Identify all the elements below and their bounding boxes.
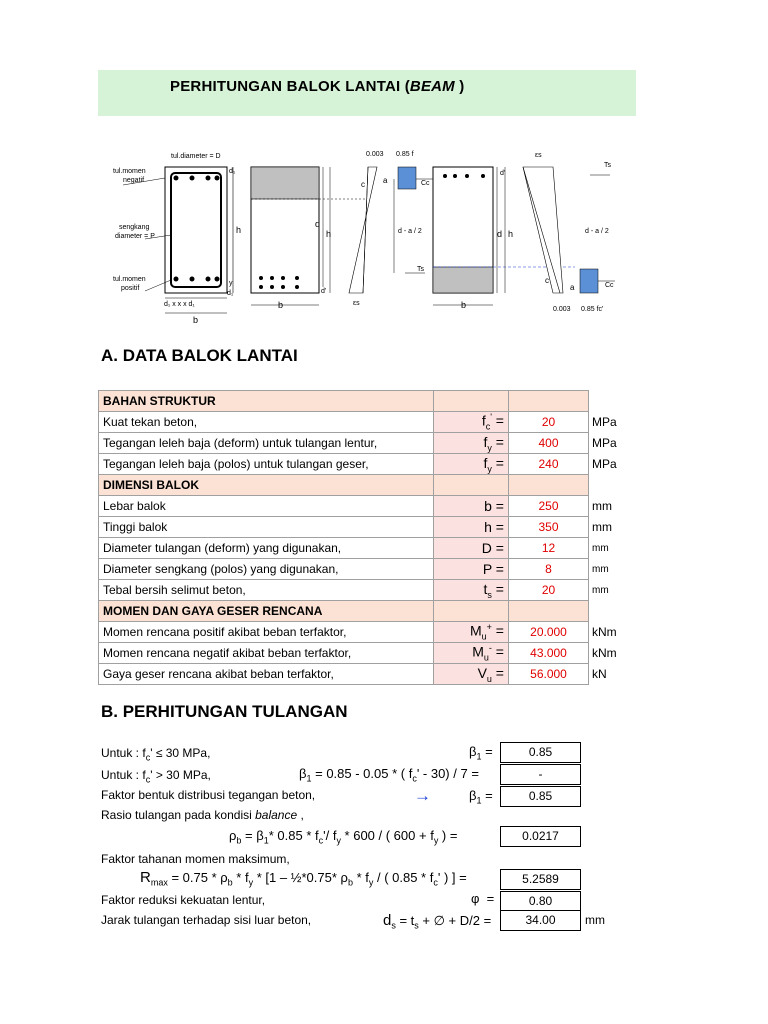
svg-text:0.003: 0.003 [366, 151, 384, 158]
row-value[interactable]: 20.000 [509, 622, 589, 643]
svg-text:εs: εs [353, 300, 360, 307]
row-symbol: P = [434, 559, 509, 580]
rho-formula: $\rho_b = \beta_1*$ $0.85 * f_c'/$ $f_y * 600$ / ( $600 + f_y$ ) = [229, 828, 458, 846]
beta1-label-1: $\beta_1$ = [469, 744, 493, 762]
row-value[interactable]: 240 [509, 454, 589, 475]
ds-formula: $d_s = t_s$ + ∅ + D/2 = [383, 912, 492, 931]
svg-text:Ts: Ts [417, 266, 424, 273]
svg-text:Ts: Ts [604, 162, 611, 169]
svg-text:d: d [315, 219, 321, 229]
row-value[interactable]: 56.000 [509, 664, 589, 685]
table-row [99, 433, 637, 454]
row-unit: mm [592, 499, 612, 513]
row-label: Lebar balok [99, 496, 434, 517]
label-tul-diameter: tul.diameter = D [171, 153, 221, 160]
row-unit: kNm [592, 646, 617, 660]
row-value[interactable]: 8 [509, 559, 589, 580]
svg-text:diameter = P: diameter = P [115, 233, 155, 240]
row-symbol: $f_y$ = [434, 433, 509, 454]
rmax-value: 5.2589 [500, 869, 581, 890]
condition-1: Untuk : $f_c' \le 30$ MPa, [101, 746, 211, 763]
group-title: MOMEN DAN GAYA GESER RENCANA [99, 601, 434, 622]
row-symbol: $t_s$ = [434, 580, 509, 601]
svg-text:b: b [461, 300, 467, 310]
condition-2: Untuk : $f_c' > 30$ MPa, [101, 768, 211, 785]
svg-text:0.85 f: 0.85 f [396, 151, 414, 158]
beam-cross-section [165, 167, 233, 313]
table-row [99, 538, 637, 559]
svg-text:d₁: d₁ [227, 290, 234, 297]
svg-text:b: b [193, 315, 199, 325]
row-label: Kuat tekan beton, [99, 412, 434, 433]
beta1-value-2: - [500, 764, 581, 785]
beta1-formula: $\beta_1 = 0.85 - 0.05$ * ( $f_c' - 30) / 7$ = [299, 766, 479, 784]
svg-text:d - a / 2: d - a / 2 [398, 228, 422, 235]
svg-text:0.003: 0.003 [553, 306, 571, 313]
table-group-header [99, 391, 637, 412]
label-faktor-tahanan: Faktor tahanan momen maksimum, [101, 852, 290, 866]
svg-text:d': d' [500, 170, 506, 177]
beam-data-table [98, 390, 637, 685]
row-symbol: $V_u$ = [434, 664, 509, 685]
svg-text:d': d' [321, 288, 327, 295]
svg-text:d₁: d₁ [229, 168, 236, 175]
row-symbol: D = [434, 538, 509, 559]
svg-text:c: c [545, 276, 549, 285]
row-unit: mm [592, 520, 612, 534]
label-rasio-balance: Rasio tulangan pada kondisi balance , [101, 808, 304, 822]
label-jarak: Jarak tulangan terhadap sisi luar beton, [101, 913, 312, 927]
table-row [99, 412, 637, 433]
page-title: PERHITUNGAN BALOK LANTAI (BEAM ) [170, 78, 465, 95]
row-label: Tinggi balok [99, 517, 434, 538]
svg-text:h: h [236, 225, 242, 235]
beta1-label-3: $\beta_1$ = [469, 788, 493, 806]
label-faktor-reduksi: Faktor reduksi kekuatan lentur, [101, 893, 266, 907]
svg-text:d: d [497, 229, 503, 239]
rmax-formula: $R_{max} = 0.75 * \rho_b * f_y * [1$ – ½*0.75* $\rho_b * f_y$ / ( $0.85 * f_c'$ ) ] = [140, 869, 467, 888]
arrow-icon: → [414, 786, 431, 805]
svg-text:tul.momen: tul.momen [113, 168, 146, 175]
table-row [99, 559, 637, 580]
row-unit: MPa [592, 436, 617, 450]
table-row [99, 643, 637, 664]
beam-compression-section [251, 167, 365, 305]
beta1-value-3: 0.85 [500, 786, 581, 807]
svg-text:a: a [570, 283, 575, 292]
row-label: Momen rencana positif akibat beban terfaktor, [99, 622, 434, 643]
svg-text:Cc: Cc [605, 282, 614, 289]
row-label: Diameter tulangan (deform) yang digunakan, [99, 538, 434, 559]
section-a-heading: A. DATA BALOK LANTAI [101, 346, 298, 365]
row-symbol: $M_u^+$ = [434, 622, 509, 643]
row-unit: MPa [592, 415, 617, 429]
table-row [99, 454, 637, 475]
svg-text:d₁ x x x d₁: d₁ x x x d₁ [164, 301, 195, 308]
row-label: Gaya geser rencana akibat beban terfaktor, [99, 664, 434, 685]
svg-text:c: c [361, 180, 365, 189]
row-value[interactable]: 350 [509, 517, 589, 538]
beta1-value-1: 0.85 [500, 742, 581, 763]
row-value[interactable]: 20 [509, 412, 589, 433]
row-value[interactable]: 20 [509, 580, 589, 601]
row-unit: kNm [592, 625, 617, 639]
row-symbol: b = [434, 496, 509, 517]
row-symbol: $f_y$ = [434, 454, 509, 475]
svg-text:a: a [383, 176, 388, 185]
row-unit: MPa [592, 457, 617, 471]
row-symbol: $M_u^-$ = [434, 643, 509, 664]
table-row [99, 664, 637, 685]
section-b-heading: B. PERHITUNGAN TULANGAN [101, 702, 348, 721]
row-label: Tegangan leleh baja (deform) untuk tulangan lentur, [99, 433, 434, 454]
table-row [99, 496, 637, 517]
svg-text:sengkang: sengkang [119, 224, 150, 231]
svg-text:y: y [229, 280, 233, 287]
row-label: Tegangan leleh baja (polos) untuk tulangan geser, [99, 454, 434, 475]
svg-text:h: h [508, 229, 514, 239]
svg-text:negatif: negatif [123, 177, 145, 184]
row-unit: mm [592, 542, 609, 554]
label-faktor-distribusi: Faktor bentuk distribusi tegangan beton, [101, 788, 316, 802]
table-row [99, 622, 637, 643]
row-value[interactable]: 43.000 [509, 643, 589, 664]
group-title: DIMENSI BALOK [99, 475, 434, 496]
table-group-header [99, 475, 637, 496]
group-title: BAHAN STRUKTUR [99, 391, 434, 412]
row-unit: kN [592, 667, 607, 681]
beam-section-diagram [105, 145, 625, 330]
table-row [99, 517, 637, 538]
phi-value: 0.80 [500, 891, 581, 912]
svg-text:b: b [278, 300, 284, 310]
row-label: Diameter sengkang (polos) yang digunakan, [99, 559, 434, 580]
phi-label: φ = [471, 891, 495, 906]
row-value[interactable]: 400 [509, 433, 589, 454]
svg-text:Cc: Cc [421, 180, 430, 187]
table-group-header [99, 601, 637, 622]
rho-value: 0.0217 [500, 826, 581, 847]
svg-text:εs: εs [535, 152, 542, 159]
row-symbol: h = [434, 517, 509, 538]
row-symbol: $f_c'$ = [434, 412, 509, 433]
svg-text:0.85 fc': 0.85 fc' [581, 306, 604, 313]
svg-text:h: h [326, 229, 332, 239]
row-unit: mm [592, 584, 609, 596]
row-value[interactable]: 12 [509, 538, 589, 559]
table-row [99, 580, 637, 601]
row-label: Momen rencana negatif akibat beban terfaktor, [99, 643, 434, 664]
ds-unit: mm [585, 913, 605, 927]
svg-text:positif: positif [121, 285, 140, 292]
row-value[interactable]: 250 [509, 496, 589, 517]
row-label: Tebal bersih selimut beton, [99, 580, 434, 601]
svg-text:d - a / 2: d - a / 2 [585, 228, 609, 235]
svg-text:tul.momen: tul.momen [113, 276, 146, 283]
ds-value: 34.00 [500, 910, 581, 931]
row-unit: mm [592, 563, 609, 575]
